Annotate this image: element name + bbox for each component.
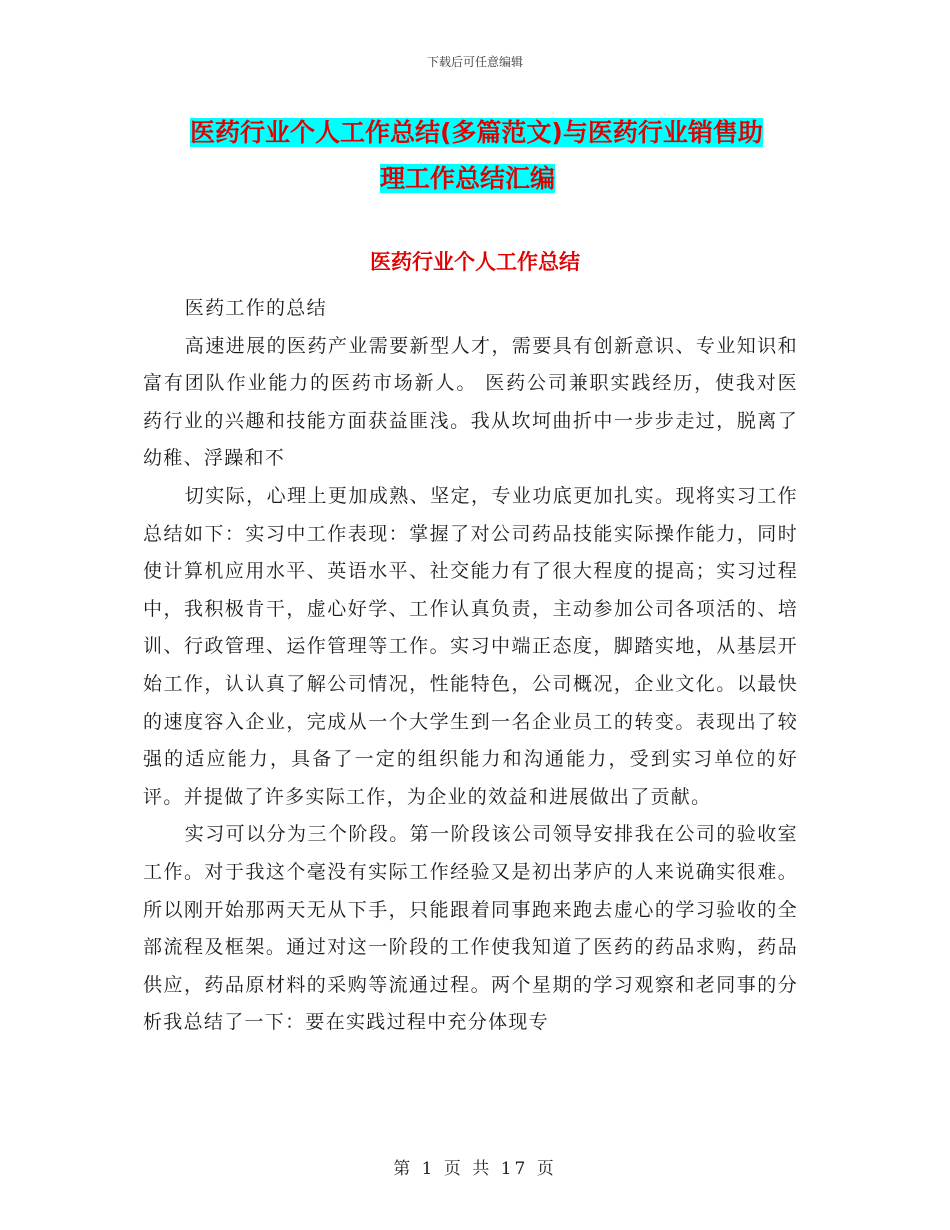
document-title xyxy=(190,110,810,202)
section-heading: 医药行业个人工作总结 xyxy=(370,250,580,274)
document-body xyxy=(143,290,798,1042)
document-title-line1: 医药行业个人工作总结(多篇范文)与医药行业销售助 xyxy=(190,118,763,147)
paragraph: 切实际，心理上更加成熟、坚定，专业功底更加扎实。现将实习工作总结如下：实习中工作表现：掌握了对公司药品技能实际操作能力，同时使计算机应用水平、英语水平、社交能力有了很大程度的提高；实习过程中，我积极肯干，虚心好学、工作认真负责，主动参加公司各项活的、培训、行政管理、运作管理等工作。实习中端正态度，脚踏实地，从基层开始工作，认认真了解公司情况，性能特色，公司概况，企业文化。以最快的速度容入企业，完成从一个大学生到一名企业员工的转变。表现出了较强的适应能力，具备了一定的组织能力和沟通能力，受到实习单位的好评。并提做了许多实际工作，为企业的效益和进展做出了贡献。 xyxy=(143,484,798,808)
paragraph: 高速进展的医药产业需要新型人才，需要具有创新意识、专业知识和富有团队作业能力的医药市场新人。 医药公司兼职实践经历，使我对医药行业的兴趣和技能方面获益匪浅。我从坎坷曲折中一步步走过，脱离了幼稚、浮躁和不 xyxy=(143,334,798,470)
document-title-line2: 理工作总结汇编 xyxy=(380,164,556,193)
paragraph: 实习可以分为三个阶段。第一阶段该公司领导安排我在公司的验收室工作。对于我这个毫没有实际工作经验又是初出茅庐的人来说确实很难。所以刚开始那两天无从下手，只能跟着同事跑来跑去虚心的学习验收的全部流程及框架。通过对这一阶段的工作使我知道了医药的药品求购，药品供应，药品原材料的采购等流通过程。两个星期的学习观察和老同事的分析我总结了一下：要在实践过程中充分体现专 xyxy=(143,823,798,1034)
paragraph: 医药工作的总结 xyxy=(184,297,327,319)
page-header-note: 下载后可任意编辑 xyxy=(426,55,523,69)
page-number: 第 1 页 共 17 页 xyxy=(393,1159,557,1179)
